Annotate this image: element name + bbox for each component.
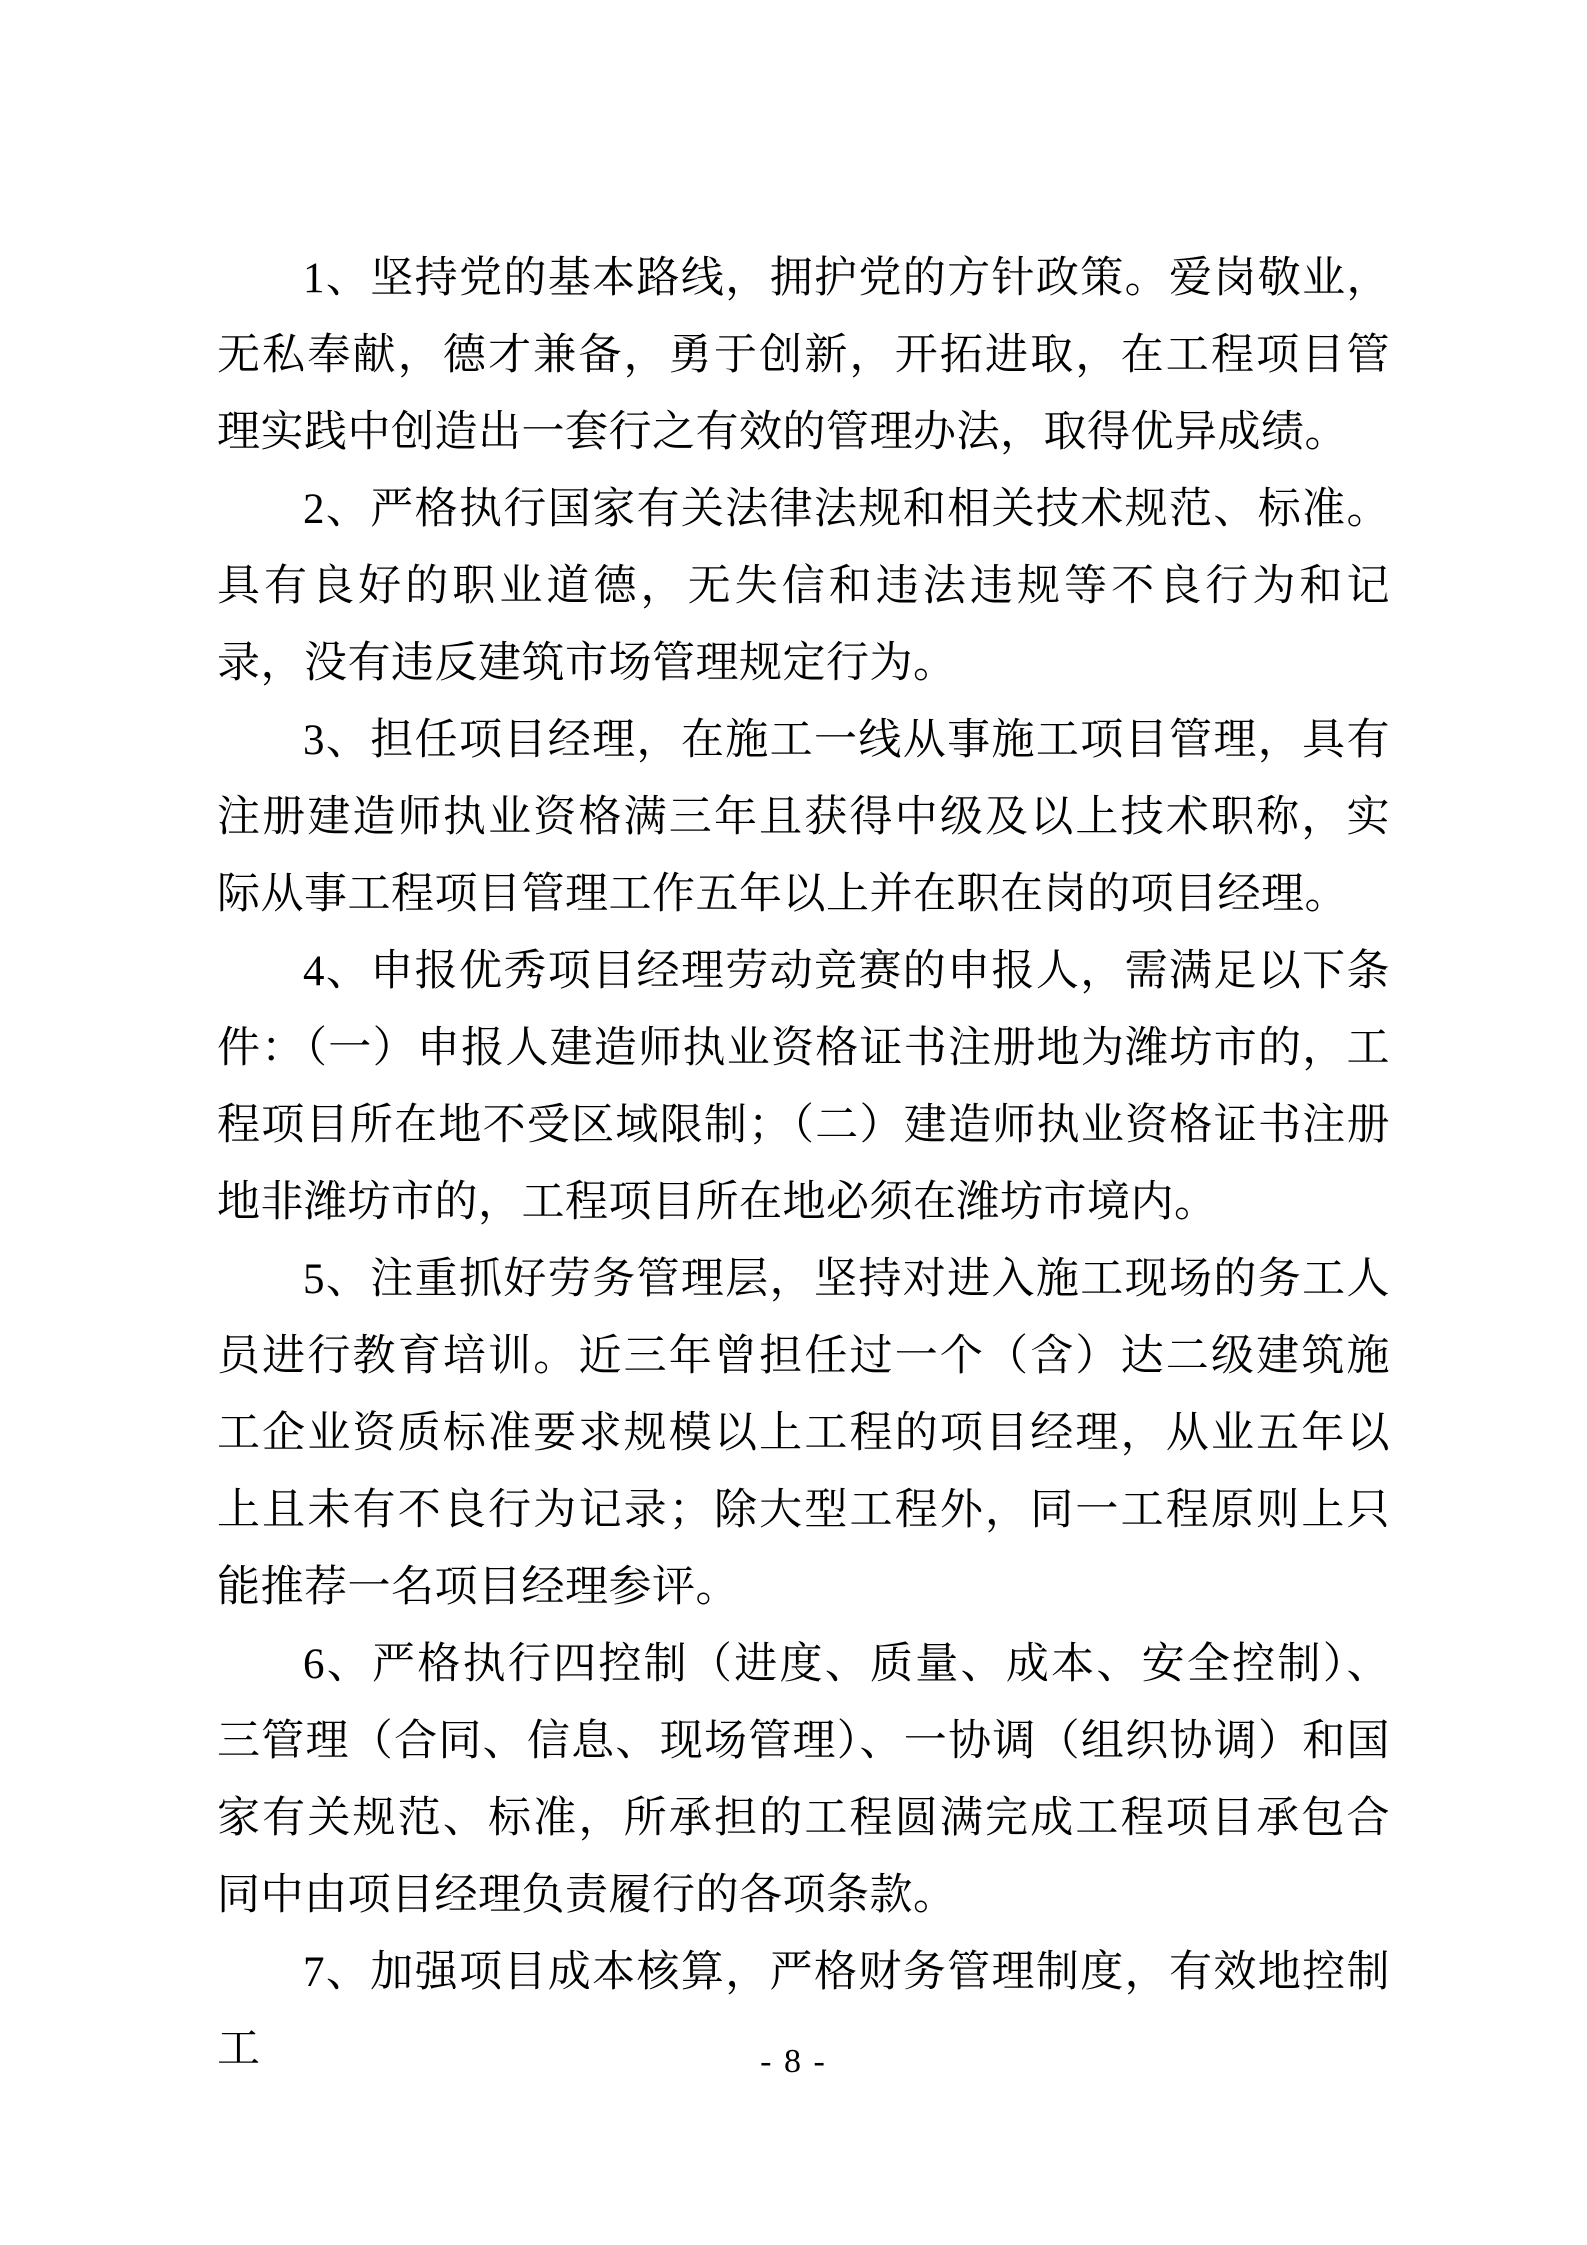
paragraph-3: 3、担任项目经理，在施工一线从事施工项目管理，具有注册建造师执业资格满三年且获得中级及以上技术职称，实际从事工程项目管理工作五年以上并在职在岗的项目经理。	[217, 717, 1390, 918]
paragraph-6: 6、严格执行四控制（进度、质量、成本、安全控制）、三管理（合同、信息、现场管理）、一协调（组织协调）和国家有关规范、标准，所承担的工程圆满完成工程项目承包合同中由项目经理负责履行的各项条款。	[217, 1641, 1390, 1919]
document-body	[217, 240, 1390, 2088]
paragraph-4: 4、申报优秀项目经理劳动竞赛的申报人，需满足以下条件：（一）申报人建造师执业资格证书注册地为潍坊市的，工程项目所在地不受区域限制；（二）建造师执业资格证书注册地非潍坊市的，工程项目所在地必须在潍坊市境内。	[217, 948, 1390, 1226]
paragraph-7: 7、加强项目成本核算，严格财务管理制度，有效地控制工	[217, 1949, 1390, 2073]
paragraph-1: 1、坚持党的基本路线，拥护党的方针政策。爱岗敬业，无私奉献，德才兼备，勇于创新，开拓进取，在工程项目管理实践中创造出一套行之有效的管理办法，取得优异成绩。	[217, 255, 1390, 456]
page-number: - 8 -	[760, 2043, 827, 2080]
paragraph-5: 5、注重抓好劳务管理层，坚持对进入施工现场的务工人员进行教育培训。近三年曾担任过一个（含）达二级建筑施工企业资质标准要求规模以上工程的项目经理，从业五年以上且未有不良行为记录；除大型工程外，同一工程原则上只能推荐一名项目经理参评。	[217, 1256, 1390, 1611]
paragraph-2: 2、严格执行国家有关法律法规和相关技术规范、标准。具有良好的职业道德，无失信和违法违规等不良行为和记录，没有违反建筑市场管理规定行为。	[217, 486, 1390, 687]
